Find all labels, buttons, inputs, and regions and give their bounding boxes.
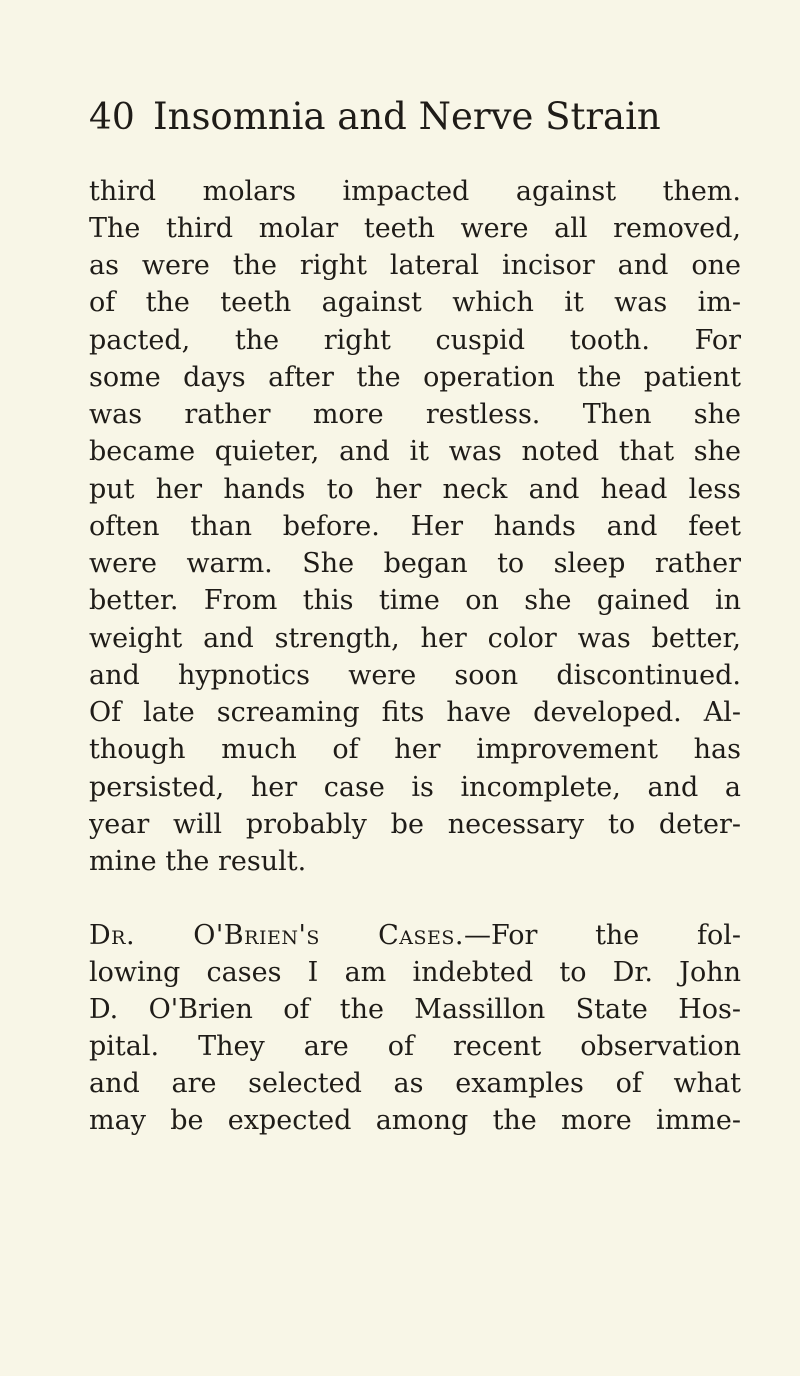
text-line: D. O'Brien of the Massillon State Hos- xyxy=(89,994,741,1025)
text-line: and hypnotics were soon discontinued. xyxy=(89,660,741,691)
text-line: pital. They are of recent observation xyxy=(89,1031,741,1062)
text-line: were warm. She began to sleep rather xyxy=(89,548,741,579)
text-line: pacted, the right cuspid tooth. For xyxy=(89,325,741,356)
text-line: of the teeth against which it was im- xyxy=(89,287,741,318)
text-line: Of late screaming fits have developed. Al- xyxy=(89,697,741,728)
text-line: The third molar teeth were all removed, xyxy=(89,213,741,244)
text-line: and are selected as examples of what xyxy=(89,1068,741,1099)
text-line: was rather more restless. Then she xyxy=(89,399,741,430)
text-line: year will probably be necessary to deter- xyxy=(89,809,741,840)
text-line: often than before. Her hands and feet xyxy=(89,511,741,542)
text-line: though much of her improvement has xyxy=(89,734,741,765)
page-header xyxy=(89,92,749,142)
text-line: persisted, her case is incomplete, and a xyxy=(89,772,741,803)
text-line: lowing cases I am indebted to Dr. John xyxy=(89,957,741,988)
text-line: may be expected among the more imme- xyxy=(89,1105,741,1136)
text-line: weight and strength, her color was better, xyxy=(89,623,741,654)
section-heading: Dr. O'Brien's Cases. xyxy=(89,920,464,951)
text-line: some days after the operation the patient xyxy=(89,362,741,393)
text-line: became quieter, and it was noted that she xyxy=(89,436,741,467)
text-line: third molars impacted against them. xyxy=(89,176,741,207)
text-line: better. From this time on she gained in xyxy=(89,585,741,616)
text-line: as were the right lateral incisor and one xyxy=(89,250,741,281)
running-title: Insomnia and Nerve Strain xyxy=(153,95,661,138)
text-run: —For the fol- xyxy=(463,920,741,951)
page-number: 40 xyxy=(89,97,135,138)
section-heading-line xyxy=(89,918,741,954)
text-line: put her hands to her neck and head less xyxy=(89,474,741,505)
text-line: mine the result. xyxy=(89,846,307,877)
